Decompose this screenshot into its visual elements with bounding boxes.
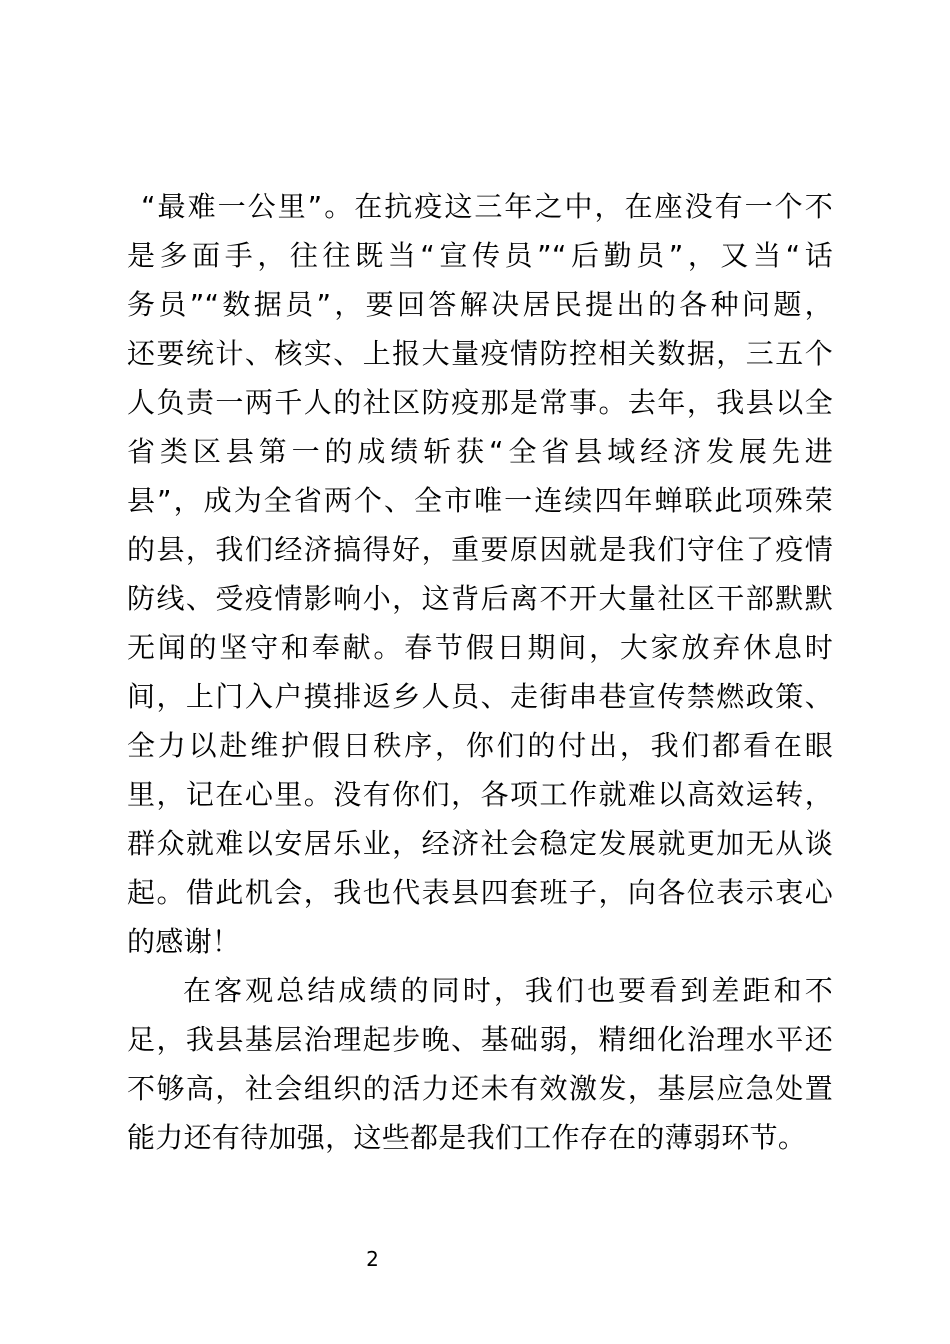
text-line: 里，记在心里。没有你们，各项工作就难以高效运转， [127, 778, 833, 811]
text-line: 还要统计、核实、上报大量疫情防控相关数据，三五个 [127, 337, 833, 370]
text-line: 全力以赴维护假日秩序，你们的付出，我们都看在眼 [127, 729, 833, 762]
text-line: 能力还有待加强，这些都是我们工作存在的薄弱环节。 [127, 1121, 807, 1154]
text-line: 的县，我们经济搞得好，重要原因就是我们守住了疫情 [127, 533, 833, 566]
text-line: 防线、受疫情影响小，这背后离不开大量社区干部默默 [127, 582, 833, 615]
text-line: 无闻的坚守和奉献。春节假日期间，大家放弃休息时 [127, 631, 833, 664]
text-line: 足，我县基层治理起步晚、基础弱，精细化治理水平还 [127, 1023, 833, 1056]
text-line: 务员”“数据员”，要回答解决居民提出的各种问题， [127, 288, 833, 321]
text-line: 间，上门入户摸排返乡人员、走街串巷宣传禁燃政策、 [127, 680, 833, 713]
text-line: 是多面手，往往既当“宣传员”“后勤员”，又当“话 [127, 239, 833, 272]
page-number: 2 [366, 1247, 379, 1271]
body-text [127, 182, 833, 1162]
text-line: “最难一公里”。在抗疫这三年之中，在座没有一个不 [141, 190, 833, 223]
text-line: 的感谢！ [127, 925, 241, 958]
text-line: 不够高，社会组织的活力还未有效激发，基层应急处置 [127, 1072, 833, 1105]
text-line: 省类区县第一的成绩斩获“全省县域经济发展先进 [127, 435, 833, 468]
text-line: 县”，成为全省两个、全市唯一连续四年蝉联此项殊荣 [127, 484, 833, 517]
text-line: 群众就难以安居乐业，经济社会稳定发展就更加无从谈 [127, 827, 833, 860]
text-line: 起。借此机会，我也代表县四套班子，向各位表示衷心 [127, 876, 833, 909]
text-line: 人负责一两千人的社区防疫那是常事。去年，我县以全 [127, 386, 833, 419]
text-line: 在客观总结成绩的同时，我们也要看到差距和不 [183, 974, 833, 1007]
